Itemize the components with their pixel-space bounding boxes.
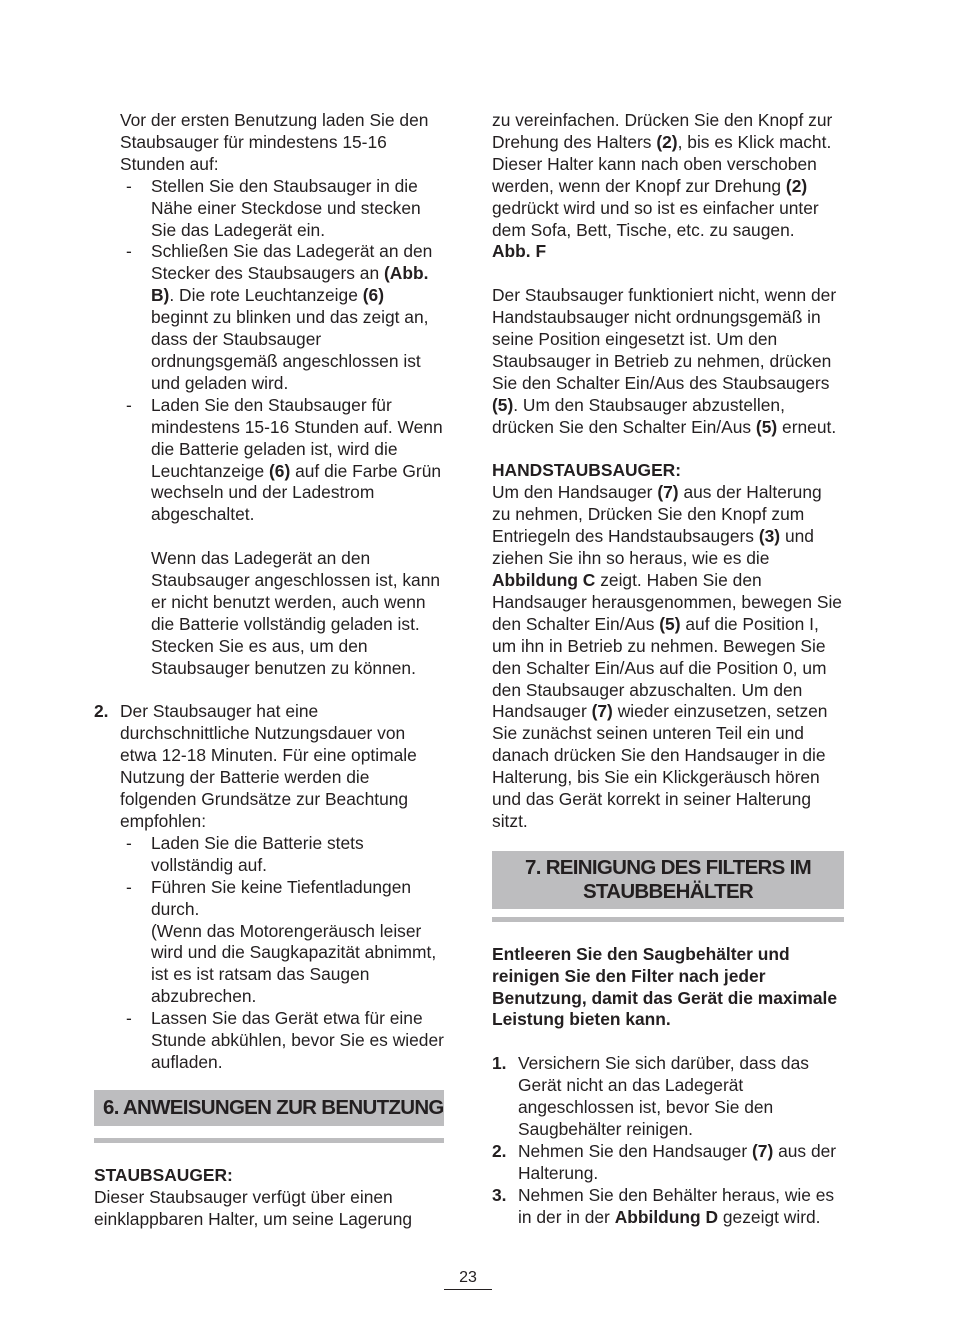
text-span: . Die rote Leuchtanzeige: [169, 285, 358, 306]
part-ref: (6): [268, 460, 291, 481]
charging-step-3: [94, 395, 444, 526]
text-span: wieder einzusetzen, setzen Sie zunächst seinen unteren Teil ein und danach drücken Sie den Handsauger in die Halterung, bis Sie ein Klickgeräusch hören und das Gerät korrekt in seiner Halterung sitzt.: [492, 701, 828, 831]
part-ref: (7): [591, 701, 613, 722]
section-7-title-line-1: 7. REINIGUNG DES FILTERS IM: [525, 855, 811, 879]
page-number: 23: [444, 1268, 492, 1290]
item-number: 2.: [94, 701, 109, 722]
text-span: aus der Halterung zu nehmen, Drücken Sie den Knopf zum Entriegeln des Handstaubsaugers: [492, 482, 822, 547]
text-span: auf die Farbe Grün wechseln und der Ladestrom abgeschaltet.: [151, 460, 442, 525]
section-7-title-line-2: STAUBBEHÄLTER: [582, 879, 754, 903]
handstaubsauger-heading: HANDSTAUBSAUGER:: [492, 460, 682, 481]
text-span: . Um den Staubsauger abzustellen, drücken Sie den Schalter Ein/Aus: [492, 394, 785, 437]
charging-intro: Vor der ersten Benutzung laden Sie den Staubsauger für mindestens 15-16 Stunden auf:: [120, 110, 429, 174]
text-span: gezeigt wird.: [722, 1206, 821, 1227]
part-ref: (5): [755, 416, 778, 437]
staubsauger-text: Dieser Staubsauger verfügt über einen einklappbaren Halter, um seine Lagerung: [94, 1186, 413, 1229]
text-span: Um den Handsauger: [492, 482, 653, 503]
text-span: erneut.: [782, 416, 837, 437]
operation-paragraph: [492, 285, 844, 438]
right-column: [492, 110, 844, 1229]
part-ref: (7): [751, 1140, 774, 1161]
text-span: , bis es Klick macht. Dieser Halter kann nach oben verschoben werden, wenn der Knopf zur Drehung: [492, 131, 832, 196]
text-span: Schließen Sie das Ladegerät an den Stecker des Staubsaugers an: [151, 241, 433, 284]
part-ref: (5): [659, 613, 681, 634]
step-number: 2.: [492, 1140, 507, 1161]
handstaubsauger-text: [492, 482, 844, 833]
figure-ref: Abbildung D: [614, 1206, 719, 1227]
cleaning-step-1: [492, 1053, 844, 1141]
part-ref: (2): [785, 175, 808, 196]
step-number: 3.: [492, 1184, 507, 1205]
text-span: zeigt. Haben Sie den Handsauger herausgenommen, bewegen Sie den Schalter Ein/Aus: [492, 570, 842, 634]
charging-step-2: [94, 241, 444, 394]
battery-tip-1: - Laden Sie die Batterie stets vollständig auf.: [94, 833, 444, 877]
text-span: Laden Sie den Staubsauger für mindestens 15-16 Stunden auf. Wenn die Batterie geladen ist, wird die Leuchtanzeige: [151, 394, 443, 481]
text-span: beginnt zu blinken und das zeigt an, dass der Staubsauger ordnungsgemäß angeschlossen ist und geladen wird.: [151, 307, 429, 393]
item-2: [94, 701, 444, 832]
part-ref: (6): [362, 285, 384, 306]
text-span: und ziehen Sie ihn so heraus, wie es die: [492, 526, 814, 569]
text-span: zu vereinfachen. Drücken Sie den Knopf zur Drehung des Halters: [492, 110, 833, 152]
figure-ref: (Abb. B): [151, 263, 429, 306]
figure-f-ref: Abb. F: [492, 241, 547, 262]
staubsauger-heading: STAUBSAUGER:: [94, 1164, 233, 1185]
text-span: gedrückt wird und so ist es einfacher unter dem Sofa, Bett, Tische, etc. zu saugen.: [492, 197, 819, 240]
holder-paragraph: [492, 110, 844, 241]
text-span: Nehmen Sie den Handsauger: [518, 1140, 748, 1161]
section-6-heading: 6. ANWEISUNGEN ZUR BENUTZUNG: [94, 1090, 444, 1126]
charging-step-1: [94, 176, 444, 242]
section-7-heading: [492, 851, 844, 909]
battery-tip-2-note: (Wenn das Motorengeräusch leiser wird und die Saugkapazität abnimmt, ist es ist ratsam das Saugen abzubrechen.: [151, 920, 437, 1007]
part-ref: (7): [657, 482, 679, 503]
text-span: aus der Halterung.: [518, 1140, 837, 1183]
part-ref: (3): [758, 526, 781, 547]
cleaning-step-2: [492, 1141, 844, 1185]
figure-ref: Abbildung C: [492, 570, 596, 590]
text-span: auf die Position I, um ihn in Betrieb zu nehmen. Bewegen Sie den Schalter Ein/Aus auf die Position 0, um den Staubsauger abzuschalten. Um den Handsauger: [492, 613, 827, 722]
battery-tip-3: - Lassen Sie das Gerät etwa für eine Stunde abkühlen, bevor Sie es wieder aufladen.: [94, 1008, 444, 1074]
item-2-text: Der Staubsauger hat eine durchschnittliche Nutzungsdauer von etwa 12-18 Minuten. Für eine optimale Nutzung der Batterie werden die folgenden Grundsätze zur Beachtung empfohlen:: [120, 701, 417, 831]
left-column: [94, 110, 444, 1230]
charging-note: Wenn das Ladegerät an den Staubsauger angeschlossen ist, kann er nicht benutzt werden, auch wenn die Batterie vollständig geladen ist. Stecken Sie es aus, um den Staubsauger benutzen zu können.: [151, 548, 441, 678]
charging-step-1-text: Stellen Sie den Staubsauger in die Nähe einer Steckdose und stecken Sie das Ladegerät ein.: [151, 175, 421, 240]
cleaning-step-3: [492, 1185, 844, 1229]
step-number: 1.: [492, 1053, 507, 1074]
battery-tip-2: - Führen Sie keine Tiefentladungen durch.: [94, 877, 444, 921]
part-ref: (5): [492, 394, 514, 415]
part-ref: (2): [656, 131, 678, 152]
text-span: Nehmen Sie den Behälter heraus, wie es in der in der: [518, 1184, 835, 1227]
step-text: Versichern Sie sich darüber, dass das Gerät nicht an das Ladegerät angeschlossen ist, bevor Sie den Saugbehälter reinigen.: [518, 1053, 809, 1139]
text-span: Der Staubsauger funktioniert nicht, wenn der Handstaubsauger nicht ordnungsgemäß in seine Position eingesetzt ist. Um den Staubsauger in Betrieb zu nehmen, drücken Sie den Schalter Ein/Aus des Staubsaugers: [492, 285, 837, 393]
cleaning-intro: Entleeren Sie den Saugbehälter und reinigen Sie den Filter nach jeder Benutzung, damit das Gerät die maximale Leistung bieten kann.: [492, 943, 838, 1030]
